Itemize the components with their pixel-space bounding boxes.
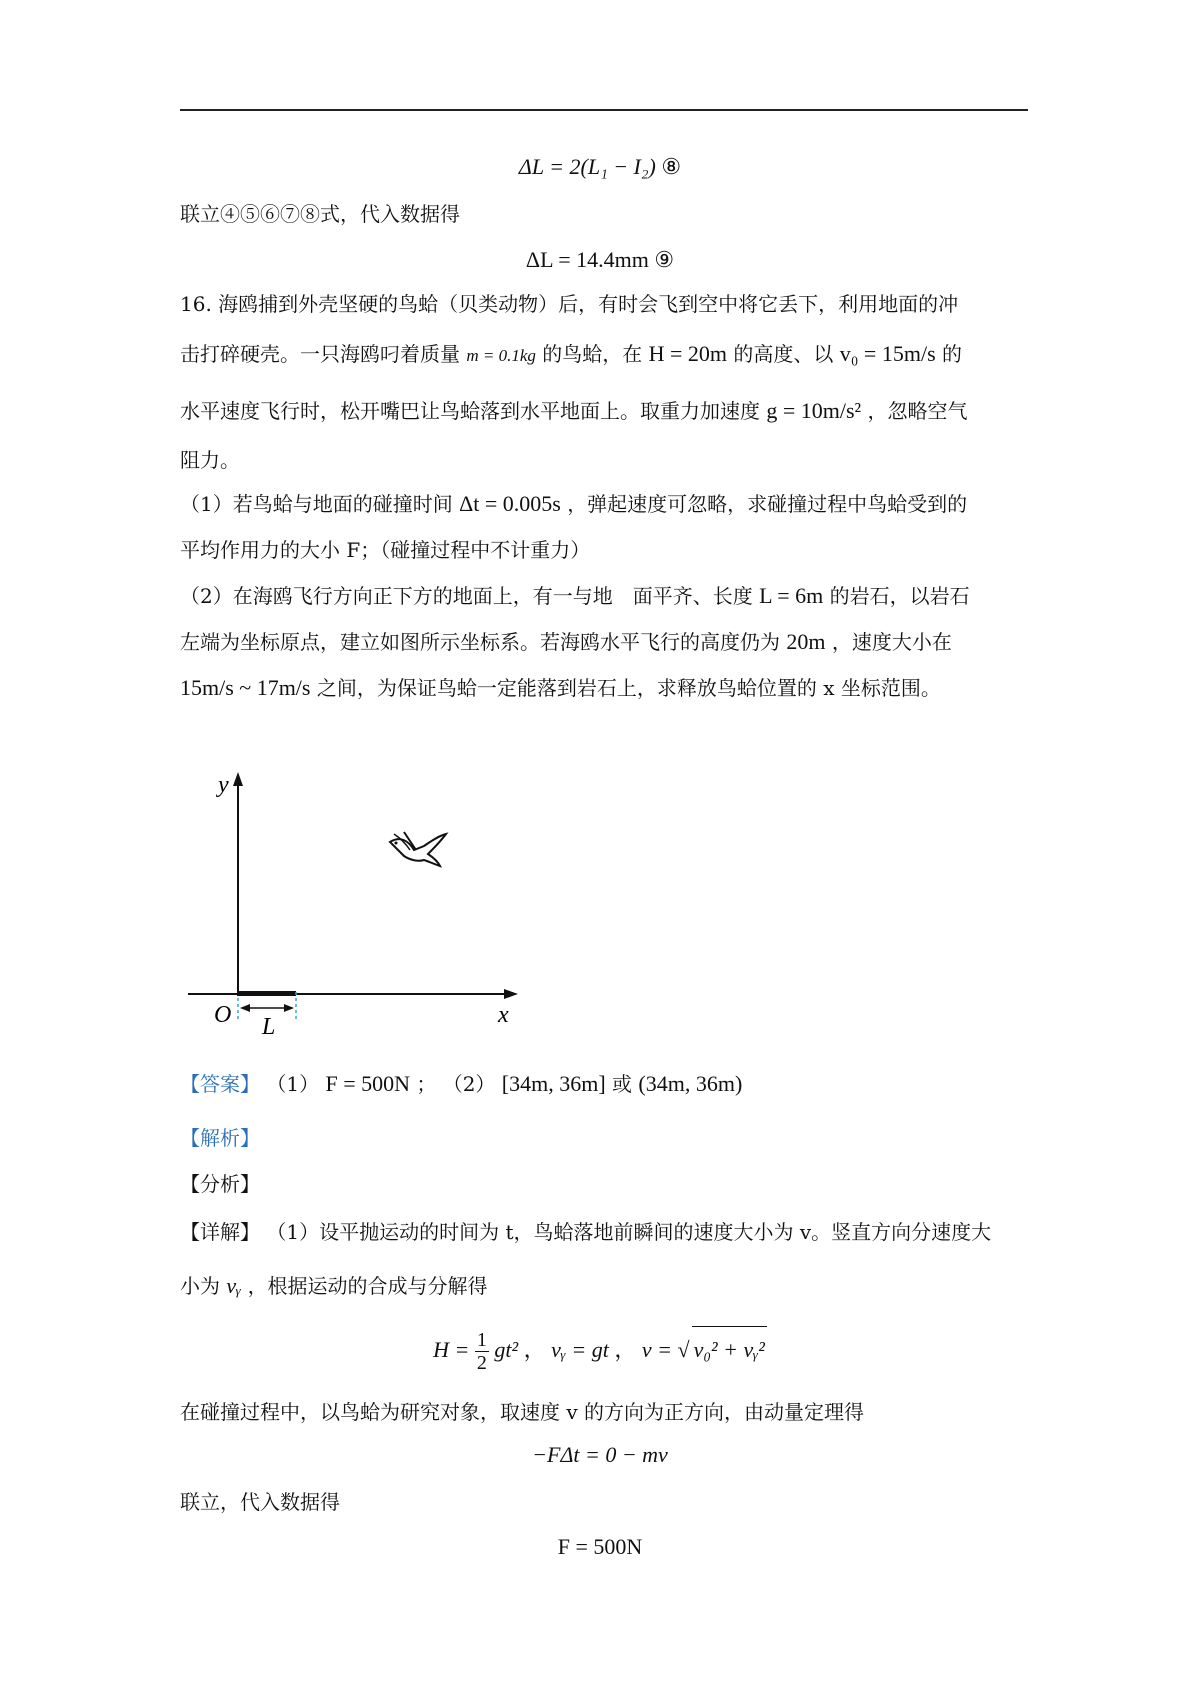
answer-tag: 【答案】 — [180, 1072, 260, 1096]
question-text-3b: ，忽略空气 — [867, 399, 968, 423]
equation-8-marker: ⑧ — [661, 154, 682, 179]
sqrt-content: v₀² + vᵧ² — [692, 1326, 767, 1373]
v-equals: v = — [641, 1337, 673, 1362]
part1-text-b: ，弹起速度可忽略，求碰撞过程中鸟蛤受到的 — [567, 492, 968, 516]
rock-segment — [238, 991, 296, 996]
question-line-1 — [180, 290, 958, 318]
speed-value: v₀ = 15m/s — [839, 341, 936, 366]
fenxi-tag: 【分析】 — [180, 1172, 260, 1196]
mass-value: m = 0.1kg — [466, 346, 536, 365]
part2-line-3 — [180, 674, 941, 702]
analysis-tag: 【解析】 — [180, 1126, 260, 1150]
gravity-value: g = 10m/s² — [766, 398, 862, 423]
length-arrow-left — [240, 1004, 250, 1012]
part2-line-1 — [180, 582, 970, 610]
detail-tag: 【详解】 — [180, 1220, 260, 1244]
h-equals: H = — [433, 1337, 470, 1362]
question-text-2b: 的鸟蛤，在 — [542, 342, 643, 366]
answer-part2-value-b: (34m, 36m) — [638, 1071, 743, 1096]
part2-text-e: 之间，为保证鸟蛤一定能落到岩石上，求释放鸟蛤位置的 x 坐标范围。 — [316, 676, 941, 700]
answer-part1-label: （1） — [266, 1072, 320, 1096]
part1-text-a: （1）若鸟蛤与地面的碰撞时间 — [180, 492, 453, 516]
height-value: H = 20m — [648, 341, 728, 366]
question-text-2a: 击打碎硬壳。一只海鸥叼着质量 — [180, 342, 460, 366]
part2-text-b: 的岩石，以岩石 — [829, 584, 970, 608]
y-axis-arrow — [233, 772, 243, 786]
vy-equation: vᵧ = gt — [551, 1337, 609, 1362]
sqrt-sign: √ — [677, 1337, 690, 1362]
equation-8-text: ΔL = 2(L₁ − I₂) — [518, 154, 656, 179]
origin-label: O — [214, 1002, 232, 1028]
question-line-3 — [180, 397, 968, 425]
momentum-equation: −FΔt = 0 − mv — [532, 1442, 668, 1467]
combine-line-2: 联立，代入数据得 — [180, 1490, 340, 1514]
part2-line-2 — [180, 628, 952, 656]
detail-text-2a: 小为 — [180, 1274, 220, 1298]
height2-value: 20m — [786, 629, 826, 654]
coordinate-figure — [180, 770, 520, 1040]
answer-part2-label: （2） — [442, 1072, 496, 1096]
question-text-3a: 水平速度飞行时，松开嘴巴让鸟蛤落到水平地面上。取重力加速度 — [180, 399, 760, 423]
detail-line-2 — [180, 1272, 488, 1300]
part1-line-2: 平均作用力的大小 F；（碰撞过程中不计重力） — [180, 538, 591, 562]
equation-9 — [0, 245, 1200, 275]
part2-text-c: 左端为坐标原点，建立如图所示坐标系。若海鸥水平飞行的高度仍为 — [180, 630, 780, 654]
question-line-2 — [180, 340, 962, 370]
detail-text-1: （1）设平抛运动的时间为 t，鸟蛤落地前瞬间的速度大小为 v。竖直方向分速度大 — [266, 1220, 992, 1244]
collision-time-value: Δt = 0.005s — [459, 491, 561, 516]
question-text-1: 海鸥捕到外壳坚硬的鸟蛤（贝类动物）后，有时会飞到空中将它丢下，利用地面的冲 — [218, 292, 959, 316]
detail-line-1 — [180, 1218, 991, 1246]
collision-line: 在碰撞过程中，以鸟蛤为研究对象，取速度 v 的方向为正方向，由动量定理得 — [180, 1400, 865, 1424]
detail-text-2b: ，根据运动的合成与分解得 — [247, 1274, 488, 1298]
comma-1: ， — [523, 1337, 546, 1362]
question-text-2d: 的 — [942, 342, 962, 366]
question-text-2c: 的高度、以 — [733, 342, 834, 366]
answer-part2-value-a: [34m, 36m] — [501, 1071, 606, 1096]
motion-equations — [0, 1326, 1200, 1374]
equation-9-marker: ⑨ — [654, 247, 675, 272]
answer-part1-value: F = 500N — [325, 1071, 410, 1096]
y-axis-label: y — [218, 772, 229, 798]
length-arrow-right — [284, 1004, 294, 1012]
seagull-icon — [390, 832, 446, 866]
vy-symbol: vᵧ — [226, 1273, 242, 1298]
speed-range-value: 15m/s ~ 17m/s — [180, 675, 311, 700]
x-axis-arrow — [504, 989, 518, 999]
fraction-numerator: 1 — [476, 1329, 487, 1352]
fraction-denominator: 2 — [476, 1352, 487, 1375]
question-line-4: 阻力。 — [180, 448, 240, 472]
part2-text-d: ，速度大小在 — [831, 630, 952, 654]
x-axis-label: x — [498, 1002, 509, 1028]
force-equation: F = 500N — [557, 1534, 643, 1559]
fraction-half — [475, 1329, 489, 1374]
answer-or: 或 — [612, 1072, 633, 1096]
header-rule — [180, 109, 1028, 111]
combine-line-1: 联立④⑤⑥⑦⑧式，代入数据得 — [180, 202, 460, 226]
part2-text-a: （2）在海鸥飞行方向正下方的地面上，有一与地 面平齐、长度 — [180, 584, 753, 608]
part1-line-1 — [180, 490, 967, 518]
answer-separator: ； — [416, 1072, 437, 1096]
rock-length-value: L = 6m — [759, 583, 824, 608]
gt-squared: gt² — [494, 1337, 519, 1362]
question-number: 16. — [180, 292, 212, 316]
equation-9-text: ΔL = 14.4mm — [525, 247, 649, 272]
equation-8 — [0, 152, 1200, 182]
comma-2: ， — [614, 1337, 637, 1362]
answer-line — [180, 1070, 742, 1098]
length-label: L — [262, 1014, 276, 1040]
